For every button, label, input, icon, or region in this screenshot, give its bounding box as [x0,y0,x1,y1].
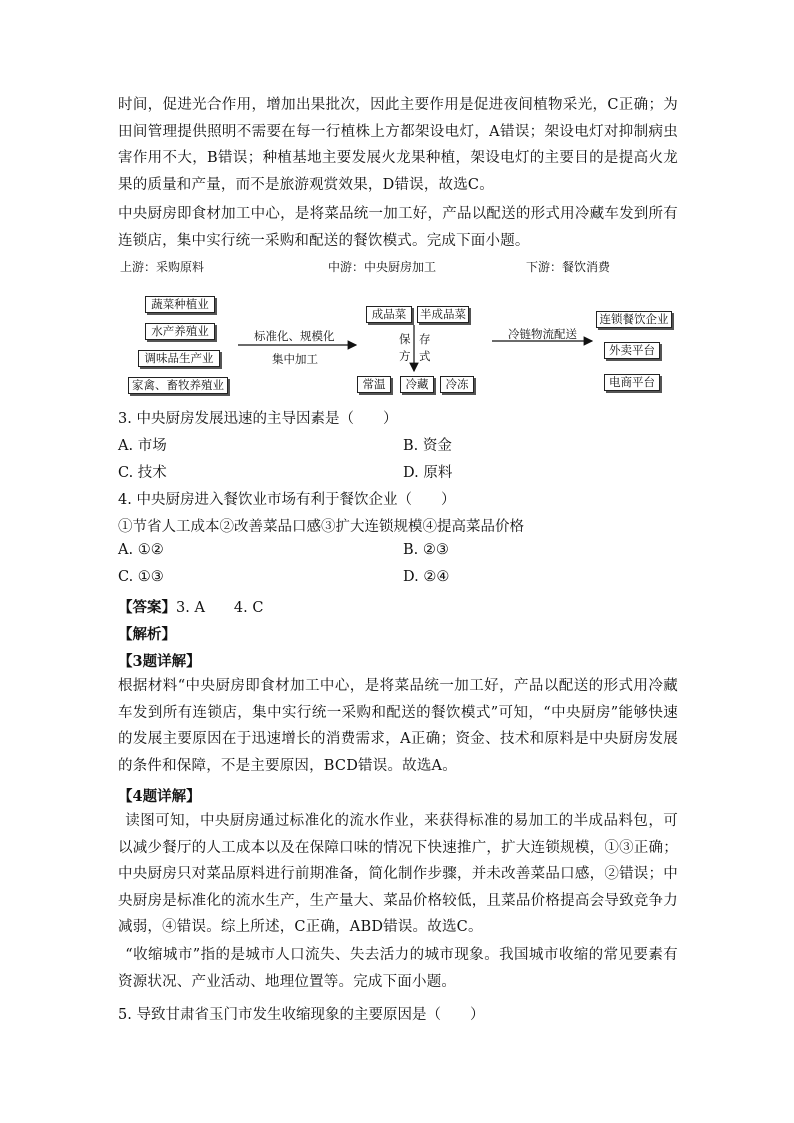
downstream-chain-restaurants: 连锁餐饮企业 [596,311,672,328]
arrow1-label-bottom: 集中加工 [272,352,318,366]
q3-option-b: B. 资金 [403,438,452,454]
downstream-takeaway: 外卖平台 [604,342,660,359]
q3-detail-label: 【3题详解】 [118,653,201,670]
midstream-header: 中游：中央厨房加工 [328,260,437,274]
q4-detail-label: 【4题详解】 [118,788,201,805]
central-kitchen-diagram [118,255,678,400]
storage-label-left: 保方 [399,332,411,363]
mid-product-semi: 半成品菜 [417,306,469,323]
q4-detail-text: 读图可知，中央厨房通过标准化的流水作业，来获得标准的易加工的半成品料包，可以减少餐厅的人工成本以及在保障口味的情况下快速推广，扩大连锁规模，①③正确；中央厨房只对菜品原料进行前期准备，简化制作步骤，并未改善菜品口感，②错误；中央厨房是标准化的流水生产，生产量大、菜品价格较低，且菜品价格提高会导致竞争力减弱，④错误。综上所述，C正确，ABD错误。故选C。 [118,813,678,935]
q4-option-c: C. ①③ [118,569,164,585]
storage-room-temp: 常温 [357,376,391,393]
diagram-arrows [118,255,678,400]
storage-refrigerated: 冷藏 [400,376,434,393]
q3-detail-text: 根据材料“中央厨房即食材加工中心，是将菜品统一加工好，产品以配送的形式用冷藏车发到所有连锁店，集中实行统一采购和配送的餐饮模式”可知，“中央厨房”能够快速的发展主要原因在于迅速增长的消费需求，A正确；资金、技术和原料是中央厨房发展的条件和保障，不是主要原因，BCD错误。故选A。 [118,678,678,774]
upstream-item-vegetables: 蔬菜种植业 [145,296,215,313]
q5-stem: 5. 导致甘肃省玉门市发生收缩现象的主要原因是（ ） [118,1007,485,1023]
downstream-header: 下游：餐饮消费 [526,260,611,274]
upstream-item-livestock: 家禽、畜牧养殖业 [128,377,228,394]
downstream-ecommerce: 电商平台 [604,374,660,391]
mid-product-finished: 成品菜 [366,306,412,323]
q4-statements: ①节省人工成本②改善菜品口感③扩大连锁规模④提高菜品价格 [118,519,524,535]
q4-option-a: A. ①② [118,542,164,558]
answer-line [118,596,263,617]
answer-values: 3. A 4. C [176,600,264,616]
q3-stem: 3. 中央厨房发展迅速的主导因素是（ ） [118,411,398,427]
storage-frozen: 冷冻 [440,376,474,393]
arrow1-label-top: 标准化、规模化 [254,329,335,343]
q4-option-d: D. ②④ [403,569,450,585]
upstream-item-aquaculture: 水产养殖业 [145,323,215,340]
q4-stem: 4. 中央厨房进入餐饮业市场有利于餐饮企业（ ） [118,492,456,508]
upstream-header: 上游：采购原料 [120,260,205,274]
arrow2-label: 冷链物流配送 [508,327,577,341]
q3-option-c: C. 技术 [118,465,167,481]
q3-option-d: D. 原料 [403,465,453,481]
analysis-label: 【解析】 [118,626,176,643]
storage-label-right: 存式 [419,332,431,363]
q4-option-b: B. ②③ [403,542,449,558]
shrink-city-paragraph: “收缩城市”指的是城市人口流失、失去活力的城市现象。我国城市收缩的常见要素有资源状况、产业活动、地理位置等。完成下面小题。 [118,947,678,990]
q3-option-a: A. 市场 [118,438,167,454]
material-paragraph: 中央厨房即食材加工中心，是将菜品统一加工好，产品以配送的形式用冷藏车发到所有连锁店，集中实行统一采购和配送的餐饮模式。完成下面小题。 [118,206,678,249]
answer-label: 【答案】 [118,599,176,616]
upstream-item-seasoning: 调味品生产业 [138,350,220,367]
intro-paragraph: 时间，促进光合作用，增加出果批次，因此主要作用是促进夜间植物采光，C正确；为田间管理提供照明不需要在每一行植株上方都架设电灯，A错误；架设电灯对抑制病虫害作用不大，B错误；种植基地主要发展火龙果种植，架设电灯的主要目的是提高火龙果的质量和产量，而不是旅游观赏效果，D错误，故选C。 [118,97,678,193]
